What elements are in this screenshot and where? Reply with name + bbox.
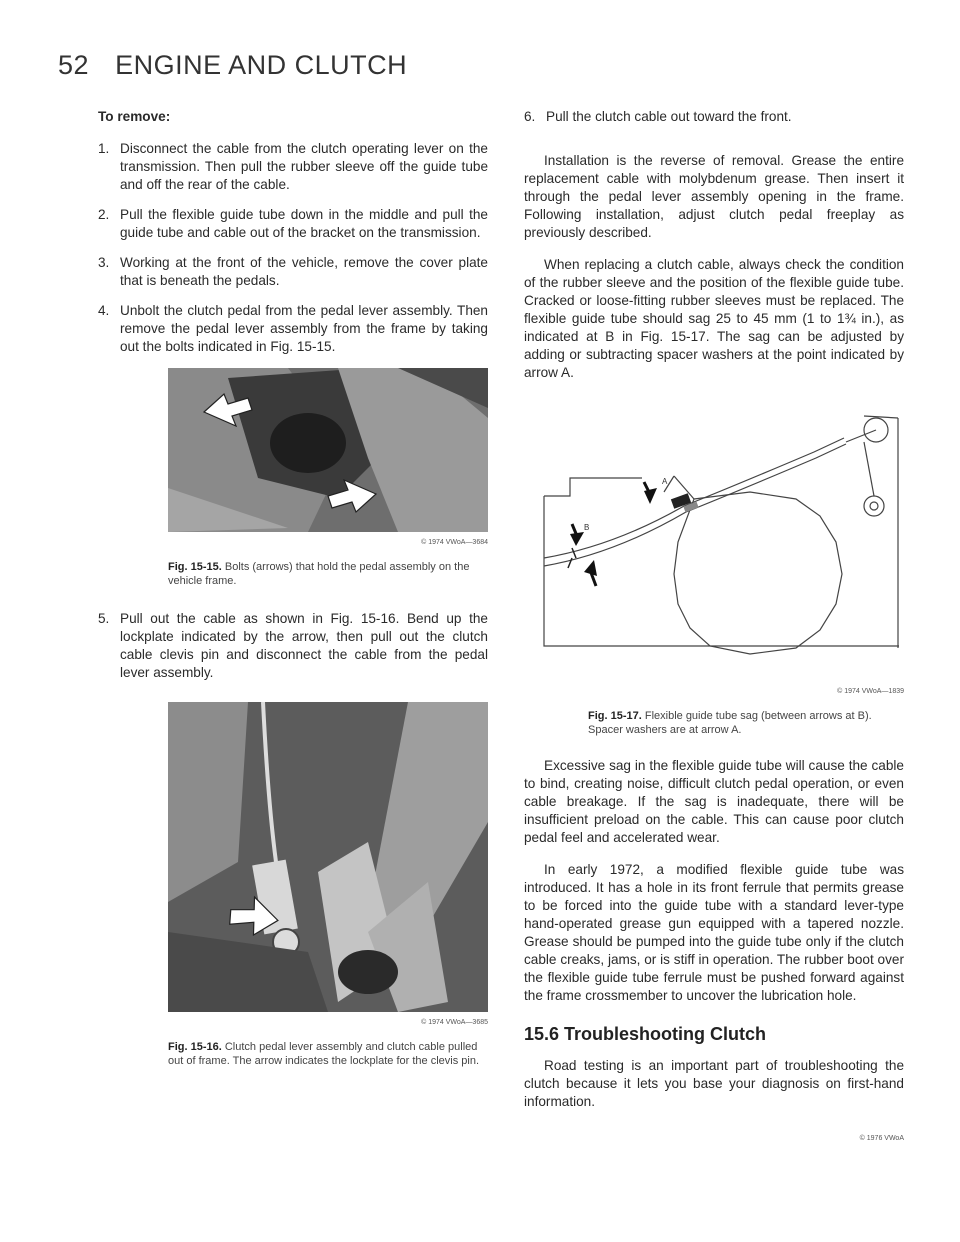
right-column <box>524 108 904 1125</box>
installation-paragraph: Installation is the reverse of removal. Grease the entire replacement cable with molybdenum grease. Then insert it through the pedal lever assembly opening in the frame. Following installation, adjust clutch pedal freeplay as previously described. <box>524 153 904 240</box>
figure-label: Fig. 15-15. <box>168 561 222 573</box>
road-testing-paragraph: Road testing is an important part of troubleshooting the clutch because it lets you base your diagnosis on first-hand information. <box>524 1058 904 1109</box>
footer-credit: © 1976 VWoA <box>859 1135 904 1142</box>
step-text: Pull the clutch cable out toward the front. <box>546 109 792 124</box>
pedal-assembly-photo <box>168 368 488 532</box>
figure-credit: © 1974 VWoA—3684 <box>421 539 488 546</box>
step-number: 5. <box>98 611 110 626</box>
excessive-sag-paragraph: Excessive sag in the flexible guide tube will cause the cable to bind, creating noise, difficult clutch pedal operation, or even cable breakage. If the sag is inadequate, there will be insufficient preload on the cable. This can cause poor clutch pedal feel and accelerated wear. <box>524 758 904 845</box>
step-3 <box>98 254 488 290</box>
removal-steps <box>98 140 488 356</box>
label-a: A <box>662 477 668 486</box>
figure-credit: © 1974 VWoA—3685 <box>421 1019 488 1026</box>
step-number: 3. <box>98 255 110 270</box>
step-text: Pull the flexible guide tube down in the middle and pull the guide tube and cable out of the bracket on the transmission. <box>120 207 488 240</box>
chapter-title: ENGINE AND CLUTCH <box>115 50 408 80</box>
figure-caption <box>168 560 488 588</box>
left-column <box>98 108 488 1068</box>
step-number: 6. <box>524 109 536 124</box>
step-number: 4. <box>98 303 110 318</box>
removal-steps-final <box>524 108 904 126</box>
step-text: Disconnect the cable from the clutch operating lever on the transmission. Then pull the rubber sleeve off the guide tube and off the rear of the cable. <box>120 141 488 192</box>
figure-caption-text: Flexible guide tube sag (between arrows at B). Spacer washers are at arrow A. <box>588 710 872 736</box>
modified-guide-tube-paragraph: In early 1972, a modified flexible guide tube was introduced. It has a hole in its front ferrule that permits grease to be forced into the guide tube with a standard lever-type hand-operated grease gun equipped with a tapered nozzle. Grease should be pumped into the guide tube only if the clutch cable creaks, jams, or is stiff in operation. The rubber boot over the flexible guide tube ferrule must be pushed forward against the frame crossmember to uncover the lubrication hole. <box>524 862 904 1003</box>
figure-caption-text: Clutch pedal lever assembly and clutch cable pulled out of frame. The arrow indicates the lockplate for the clevis pin. <box>168 1041 480 1067</box>
figure-label: Fig. 15-16. <box>168 1041 222 1053</box>
figure-15-16 <box>168 702 488 1068</box>
step-text: Working at the front of the vehicle, remove the cover plate that is beneath the pedals. <box>120 255 488 288</box>
replacement-paragraph: When replacing a clutch cable, always check the condition of the rubber sleeve and the position of the flexible guide tube. Cracked or loose-fitting rubber sleeves must be replaced. The flexible guide tube should sag 25 to 45 mm (1 to 1¾ in.), as indicated at B in Fig. 15-17. The sag can be adjusted by adding or subtracting spacer washers at the point indicated by arrow A. <box>524 257 904 380</box>
photo-illustration <box>168 368 488 532</box>
figure-caption-text: Bolts (arrows) that hold the pedal assembly on the vehicle frame. <box>168 561 470 587</box>
section-title: 15.6 Troubleshooting Clutch <box>524 1024 767 1044</box>
step-number: 2. <box>98 207 110 222</box>
step-2 <box>98 206 488 242</box>
figure-15-15 <box>168 368 488 588</box>
step-text: Pull out the cable as shown in Fig. 15-16. Bend up the lockplate indicated by the arrow, then pull out the clutch cable clevis pin and disconnect the cable from the pedal lever assembly. <box>120 611 488 680</box>
figure-caption <box>588 709 904 737</box>
step-6 <box>524 108 904 126</box>
figure-credit: © 1974 VWoA—1839 <box>837 688 904 695</box>
label-b: B <box>584 523 590 532</box>
cable-sag-diagram <box>524 396 904 676</box>
figure-15-17 <box>524 396 904 737</box>
figure-label: Fig. 15-17. <box>588 710 642 722</box>
figure-caption <box>168 1040 488 1068</box>
page-header <box>58 50 407 81</box>
step-1 <box>98 140 488 194</box>
step-text: Unbolt the clutch pedal from the pedal lever assembly. Then remove the pedal lever assembly from the frame by taking out the bolts indicated in Fig. 15-15. <box>120 303 488 354</box>
step-number: 1. <box>98 141 110 156</box>
step-5 <box>98 610 488 682</box>
remove-heading: To remove: <box>98 109 171 124</box>
photo-illustration <box>168 702 488 1012</box>
step-4 <box>98 302 488 356</box>
pedal-lever-photo <box>168 702 488 1012</box>
removal-steps-continued <box>98 610 488 682</box>
page-number: 52 <box>58 50 90 80</box>
